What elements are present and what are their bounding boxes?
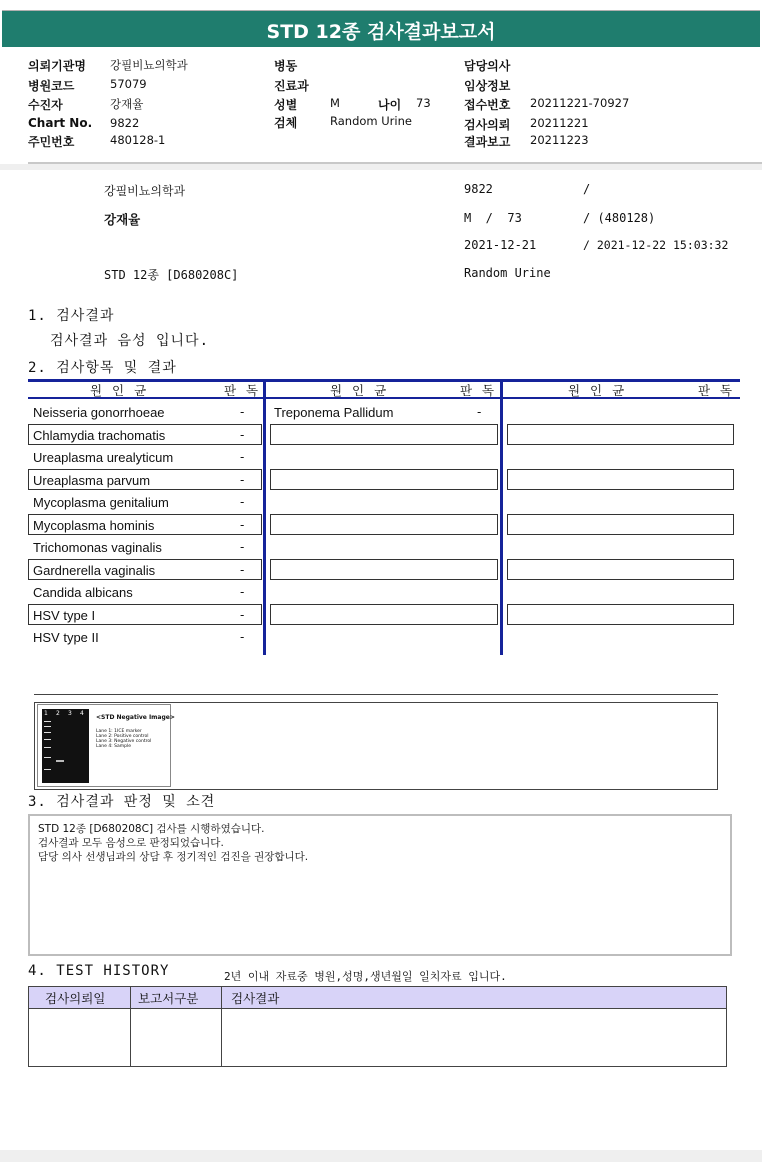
opinion-line: 담당 의사 선생님과의 상담 후 정기적인 검진을 권장합니다. [38,851,309,863]
label-receipt-no: 접수번호 [464,98,511,112]
info-sex-age: M / 73 [464,211,522,225]
info-specimen: Random Urine [464,266,551,280]
value-age: 73 [416,96,431,110]
value-clinic: 강필비뇨의학과 [110,58,188,72]
title-banner [2,10,760,47]
pathogen-name: Candida albicans [33,585,133,600]
label-ward: 병동 [274,59,298,73]
gel-legend-line: Lane 4: Sample [96,744,131,749]
pathogen-result: - [240,518,245,532]
section4-note: 2년 이내 자료중 병원,성명,생년월일 일치자료 입니다. [224,970,507,983]
label-report-date: 결과보고 [464,135,511,149]
info-birth: / (480128) [583,211,656,225]
pathogen-result: - [240,585,245,599]
section3-title: 3. 검사결과 판정 및 소견 [28,794,216,810]
info-test-name: STD 12종 [D680208C] [104,268,239,282]
gel-lanes-panel [42,709,89,783]
gel-band [44,726,51,727]
opinion-text [38,822,308,864]
history-col-result: 검사결과 [231,991,280,1006]
row-box [270,604,498,625]
gel-lane-label: 3 [68,710,72,717]
row-box [270,469,498,490]
row-box [270,559,498,580]
col1-header-pathogen: 원 인 균 [90,383,150,398]
value-request-date: 20211221 [530,116,589,130]
label-clinic: 의뢰기관명 [28,59,86,73]
pathogen-name: Treponema Pallidum [274,405,394,420]
history-bottom-rule [28,1066,727,1067]
row-box [507,424,734,445]
section4-title: 4. TEST HISTORY [28,963,170,979]
pathogen-name: Neisseria gonorrhoeae [33,405,165,420]
value-report-date: 20211223 [530,133,589,147]
pathogen-result: - [240,630,245,644]
gel-band [44,747,51,748]
history-col-divider [221,987,222,1067]
label-specimen: 검체 [274,116,298,130]
section1-title: 1. 검사결과 [28,308,115,324]
pathogen-result: - [240,450,245,464]
label-clinical-info: 임상정보 [464,79,511,93]
history-col-report-type: 보고서구분 [138,991,199,1006]
info-patient: 강재율 [104,212,141,227]
gel-band [44,739,51,740]
gel-band [56,760,64,762]
header-shadow [0,164,762,170]
title-bar [0,0,762,48]
label-request-date: 검사의뢰 [464,118,511,132]
value-resident-no: 480128-1 [110,133,166,147]
label-department: 진료과 [274,79,309,93]
info-chart: 9822 [464,182,493,196]
pathogen-result: - [240,428,245,442]
pathogen-name: Trichomonas vaginalis [33,540,162,555]
report-title: STD 12종 검사결과보고서 [266,21,496,43]
gel-band [44,721,51,722]
history-col-divider [130,987,131,1067]
table-divider-2 [500,379,503,655]
pathogen-result: - [240,473,245,487]
pathogen-name: HSV type I [33,608,96,623]
pathogen-name: Ureaplasma parvum [33,473,151,488]
label-chart-no: Chart No. [28,116,93,130]
row-box [507,514,734,535]
row-box [507,604,734,625]
opinion-box [28,814,732,956]
opinion-line: STD 12종 [D680208C] 검사를 시행하였습니다. [38,823,265,835]
section2-title: 2. 검사항목 및 결과 [28,360,177,376]
label-sex: 성별 [274,98,298,112]
label-hospital-code: 병원코드 [28,79,75,93]
history-table [28,986,727,1067]
row-box [270,424,498,445]
row-box [270,514,498,535]
gel-lane-label: 1 [44,710,48,717]
value-patient: 강재율 [110,97,144,111]
value-chart-no: 9822 [110,116,140,130]
label-age: 나이 [378,98,402,112]
pathogen-result: - [240,608,245,622]
gel-legend-line: Lane 3: Negative control [96,739,152,744]
info-slash: / [583,182,591,196]
gel-title: <STD Negative Image> [96,714,175,721]
gel-image [37,704,175,787]
col2-header-pathogen: 원 인 균 [330,383,390,398]
pathogen-result: - [477,405,482,419]
gel-band [44,732,51,733]
info-clinic: 강필비뇨의학과 [104,184,186,198]
row-box [507,559,734,580]
label-patient: 수진자 [28,98,63,112]
value-specimen: Random Urine [330,114,412,128]
section1-text: 검사결과 음성 입니다. [50,333,210,349]
pathogen-result: - [240,405,245,419]
col1-header-judge: 판 독 [224,383,262,398]
pathogen-name: Mycoplasma hominis [33,518,155,533]
gel-legend-line: Lane 1: 1ICE marker [96,729,142,734]
table-divider-1 [263,379,266,655]
pathogen-result: - [240,540,245,554]
pathogen-result: - [240,563,245,577]
history-header-row [29,987,726,1009]
value-hospital-code: 57079 [110,77,147,91]
history-col-request-date: 검사의뢰일 [45,991,106,1006]
info-request-date: 2021-12-21 [464,238,537,252]
col2-header-judge: 판 독 [460,383,498,398]
label-resident-no: 주민번호 [28,135,75,149]
row-box [507,469,734,490]
gel-lane-label: 2 [56,710,60,717]
gel-legend-line: Lane 2: Positive control [96,734,149,739]
value-receipt-no: 20211221-70927 [530,96,630,110]
gel-band [44,757,51,758]
col3-header-pathogen: 원 인 균 [568,383,628,398]
gel-lane-label: 4 [80,710,84,717]
pathogen-name: Mycoplasma genitalium [33,495,169,510]
pathogen-name: HSV type II [33,630,99,645]
pathogen-name: Chlamydia trachomatis [33,428,166,443]
pathogen-name: Gardnerella vaginalis [33,563,156,578]
pathogen-result: - [240,495,245,509]
opinion-line: 검사결과 모두 음성으로 판정되었습니다. [38,837,224,849]
label-doctor: 담당의사 [464,59,511,73]
info-report-datetime: / 2021-12-22 15:03:32 [583,238,729,252]
gel-top-rule [34,694,718,695]
page-bottom-strip [0,1150,762,1162]
col3-header-judge: 판 독 [698,383,736,398]
value-sex: M [330,96,340,110]
gel-band [44,769,51,770]
pathogen-name: Ureaplasma urealyticum [33,450,174,465]
